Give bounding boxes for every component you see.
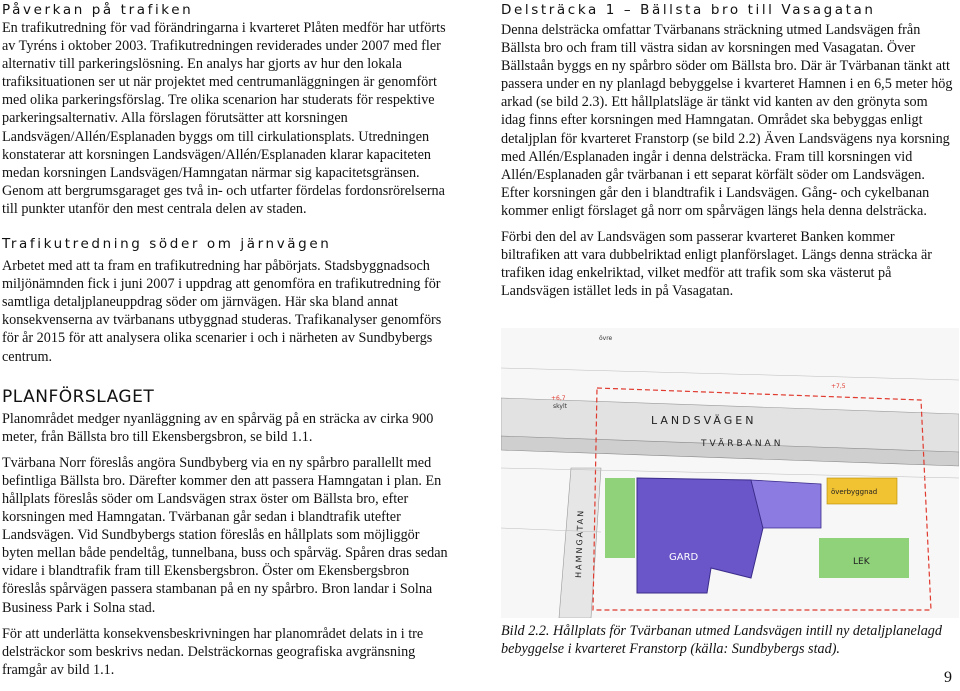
label-garage: GARD [669, 552, 699, 563]
label-landsvagen: LANDSVÄGEN [651, 414, 757, 427]
paragraph-two-way-traffic: Förbi den del av Landsvägen som passerar kvarteret Banken kommer biltrafiken att vara dubbelriktad enligt planförslaget. Längs denna sträcka är trafiken idag enkelriktad, vilket medför att trafik som ska västerut på Landsvägen istället leds in på Vasagatan. [501, 229, 932, 300]
label-level-1: +6,7 [551, 395, 566, 402]
paragraph-tram-route: Tvärbana Norr föreslås angöra Sundbyberg via en ny spårbro parallellt med befintliga Bällsta bro. Därefter kommer den att passera Hamngatan i plan. En hållplats föreslås söder om Landsvägen strax öster om Bällsta bro, efter korsningen med Hamngatan. Tvärbanan går sedan i blandtrafik utefter Landsvägen. Vid Sundbybergs station föreslås en hållplats som möjliggör byten mellan både pendeltåg, tunnelbana, buss och spårväg. Spåren dras sedan vidare i blandtrafik fram till Ekensbergsbron. Öster om Ekensbergsbron föreslås spårvägen passera stambanan på en ny spårbro. Bron landar i Solna Business Park i Solna stad. [2, 454, 448, 616]
label-ovre: övre [599, 335, 613, 342]
label-skylt: skylt [553, 403, 567, 410]
figure-caption: Bild 2.2. Hållplats för Tvärbanan utmed Landsvägen intill ny detaljplanelagd bebyggelse i kvarteret Franstorp (källa: Sundbybergs stad). [501, 623, 942, 657]
figure-caption-box [501, 622, 953, 658]
left-column [2, 0, 454, 679]
label-tvarbanan: TVÄRBANAN [701, 439, 784, 449]
right-column [501, 0, 953, 300]
building-franstorp [637, 478, 763, 593]
heading-traffic-south: Trafikutredning söder om järnvägen [2, 236, 332, 253]
heading-traffic-impact: Påverkan på trafiken [2, 2, 194, 18]
paragraph-sections: För att underlätta konsekvensbeskrivningen har planområdet delats in i tre delsträckor som beskrivs nedan. Delsträckornas geografiska avgränsning framgår av bild 1.1. [2, 625, 424, 678]
site-plan-map [501, 328, 959, 618]
label-lek: LEK [853, 557, 870, 567]
green-area-west [605, 478, 635, 558]
paragraph-section-1: Denna delsträcka omfattar Tvärbanans sträckning utmed Landsvägen från Bällsta bro och fram till västra sidan av korsningen med Vasagatan. Över Bällstaån byggs en ny spårbro söder om Bällsta bro. Där är Tvärbanan tänkt att passera under en ny planlagd bebyggelse i kvarteret Hamnen i en 6,5 meter hög arkad (se bild 2.3). Ett hållplatsläge är tänkt vid kanten av den grönyta som idag finns efter korsningen med Hamngatan. Området ska bebyggas enligt detaljplan för kvarteret Franstorp (se bild 2.2) Även Landsvägens nya korsning med Allén/Esplanaden ingår i denna delsträcka. Fram till korsningen vid Allén/Esplanaden går tvärbanan i ett separat körfält söder om Landsvägen. Efter korsningen går den i blandtrafik i Landsvägen. Gång- och cykelbanan kommer enligt förslaget gå norr om spårvägen längs hela denna delsträcka. [501, 22, 953, 219]
heading-plan-proposal: PLANFÖRSLAGET [2, 386, 155, 407]
label-overbyggnad: överbyggnad [831, 488, 878, 496]
page-number: 9 [944, 669, 952, 686]
paragraph-plan-area: Planområdet medger nyanläggning av en spårväg på en sträcka av cirka 900 meter, från Bällsta bro till Ekensbergsbron, se bild 1.1. [2, 410, 434, 445]
heading-section-1: Delsträcka 1 – Bällsta bro till Vasagatan [501, 2, 876, 18]
label-hamngatan: HAMNGATAN [574, 508, 586, 579]
building-wing [751, 480, 821, 528]
label-level-2: +7,5 [831, 383, 846, 390]
paragraph-traffic-study: En trafikutredning för vad förändringarna i kvarteret Plåten medför har utförts av Tyréns i oktober 2003. Trafikutredningen reviderades under 2007 med fler alternativ till parkeringslösning. En analys har gjorts av hur den lokala trafiksituationen ser ut när projektet med centrumanläggningen är genomfört med olika parkeringsförslag. Tre olika scenarion har studerats för respektive parkeringsalternativ. Alla förslagen förutsätter att korsningen Landsvägen/Allén/Esplanaden byggs om till cirkulationsplats. Utredningen konstaterar att korsningen Landsvägen/Allén/Esplanaden klarar kapaciteten medan korsningen Landsvägen/Hamngatan närmar sig kapacitetsgränsen. Genom att bergrumsgaraget ges två in- och utfarter fördelas fordonsrörelserna till punkter utanför den mest centrala delen av staden. [2, 20, 446, 217]
paragraph-traffic-south: Arbetet med att ta fram en trafikutredning har påbörjats. Stadsbyggnadsoch miljönämnden fick i juni 2007 i uppdrag att genomföra en trafikutredning för samtliga detaljplaneuppdrag söder om järnvägen. Här ska bland annat konsekvenserna av tvärbanans utbyggnad studeras. Trafikanalyser genomförs för år 2015 för att analysera olika scenarier i och i närheten av Sundbybergs centrum. [2, 258, 442, 365]
